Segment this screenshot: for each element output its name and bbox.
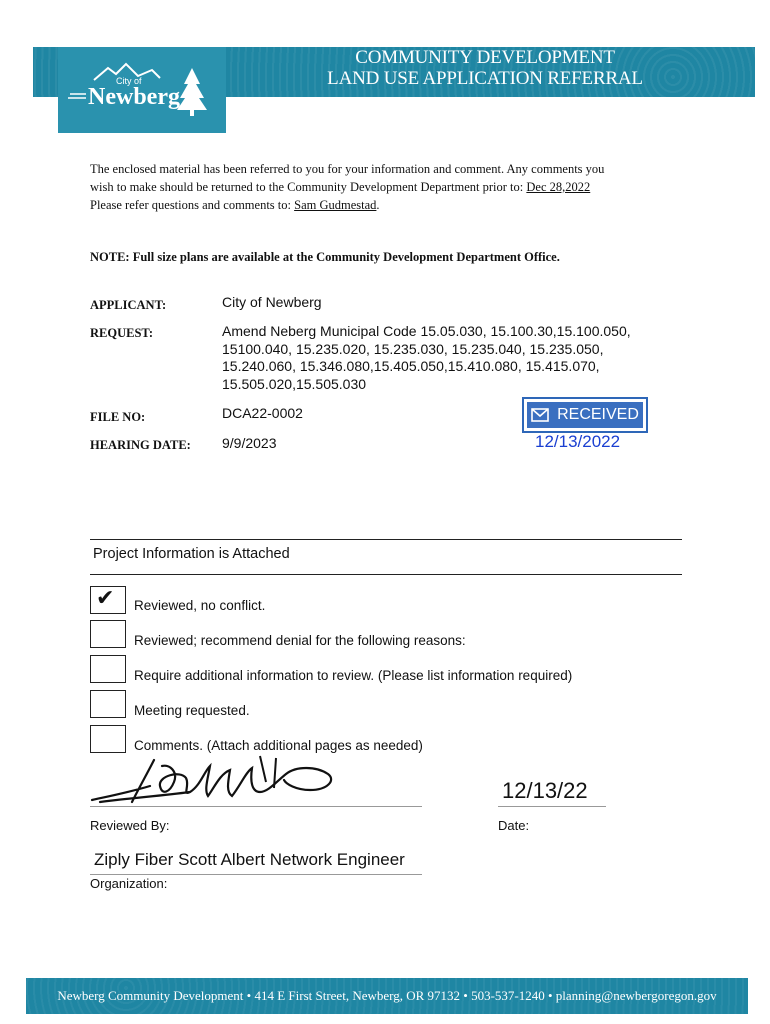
intro-line-3-end: . bbox=[376, 198, 380, 212]
request-value bbox=[222, 323, 631, 393]
signature-line bbox=[90, 806, 422, 807]
project-info-text: Project Information is Attached bbox=[93, 546, 290, 562]
request-label: REQUEST: bbox=[90, 326, 153, 340]
received-stamp-inner bbox=[527, 402, 643, 428]
footer-bar bbox=[26, 978, 748, 1014]
logo-small-text: City of bbox=[116, 76, 142, 86]
intro-paragraph bbox=[90, 160, 690, 214]
request-line: Amend Neberg Municipal Code 15.05.030, 15.100.30,15.100.050, bbox=[222, 323, 631, 339]
reviewed-by-label: Reviewed By: bbox=[90, 818, 170, 833]
footer-text: Newberg Community Development • 414 E First Street, Newberg, OR 97132 • 503-537-1240 • planning@newbergoregon.gov bbox=[57, 988, 717, 1003]
applicant-label: APPLICANT: bbox=[90, 298, 167, 312]
option-label: Reviewed, no conflict. bbox=[134, 598, 266, 613]
file-no-value: DCA22-0002 bbox=[222, 405, 303, 421]
option-label: Meeting requested. bbox=[134, 703, 250, 718]
date-line bbox=[498, 806, 606, 807]
note-text: NOTE: Full size plans are available at the Community Development Department Office. bbox=[90, 250, 560, 264]
checkbox-meeting-requested[interactable] bbox=[90, 690, 126, 718]
organization-label: Organization: bbox=[90, 876, 168, 891]
option-label: Reviewed; recommend denial for the following reasons: bbox=[134, 633, 466, 648]
checkbox-comments[interactable] bbox=[90, 725, 126, 753]
intro-line-2 bbox=[90, 178, 690, 196]
date-label: Date: bbox=[498, 818, 530, 833]
intro-line-1: The enclosed material has been referred to you for your information and comment. Any comments you bbox=[90, 162, 605, 176]
intro-line-2-text: wish to make should be returned to the Community Development Department prior to: bbox=[90, 180, 527, 194]
received-label: RECEIVED bbox=[557, 406, 639, 423]
hearing-date-label: HEARING DATE: bbox=[90, 438, 191, 452]
request-line: 15.505.020,15.505.030 bbox=[222, 375, 367, 392]
divider-bottom bbox=[90, 574, 682, 575]
checkbox-no-conflict[interactable] bbox=[90, 586, 126, 614]
title-line-2: LAND USE APPLICATION REFERRAL bbox=[327, 68, 643, 89]
option-label: Comments. (Attach additional pages as needed) bbox=[134, 738, 423, 753]
title-line-1: COMMUNITY DEVELOPMENT bbox=[355, 47, 615, 68]
intro-line-3-text: Please refer questions and comments to: bbox=[90, 198, 295, 212]
hearing-date-value: 9/9/2023 bbox=[222, 435, 277, 451]
intro-line-3 bbox=[90, 196, 690, 214]
contact-name: Sam Gudmestad bbox=[294, 198, 377, 212]
file-no-label: FILE NO: bbox=[90, 410, 146, 424]
organization-line bbox=[90, 874, 422, 875]
envelope-icon bbox=[531, 408, 549, 422]
organization-value: Ziply Fiber Scott Albert Network Engineer bbox=[94, 850, 405, 869]
checkmark-icon: ✔ bbox=[96, 586, 115, 611]
page-title bbox=[300, 47, 670, 89]
request-line: 15100.040, 15.235.020, 15.235.030, 15.235.040, 15.235.050, bbox=[222, 340, 604, 357]
option-label: Require additional information to review. (Please list information required) bbox=[134, 668, 573, 683]
handwritten-signature bbox=[90, 752, 340, 808]
received-date: 12/13/2022 bbox=[535, 432, 621, 451]
applicant-value: City of Newberg bbox=[222, 294, 322, 310]
checkbox-recommend-denial[interactable] bbox=[90, 620, 126, 648]
signature-date: 12/13/22 bbox=[502, 778, 588, 803]
logo-big-text: Newberg bbox=[88, 84, 180, 110]
divider-top bbox=[90, 539, 682, 540]
request-line: 15.240.060, 15.346.080,15.405.050,15.410.080, 15.415.070, bbox=[222, 358, 600, 374]
received-stamp bbox=[522, 397, 648, 433]
city-of-newberg-logo bbox=[64, 58, 214, 118]
due-date: Dec 28,2022 bbox=[526, 180, 591, 194]
tree-icon bbox=[177, 68, 207, 110]
checkbox-require-info[interactable] bbox=[90, 655, 126, 683]
